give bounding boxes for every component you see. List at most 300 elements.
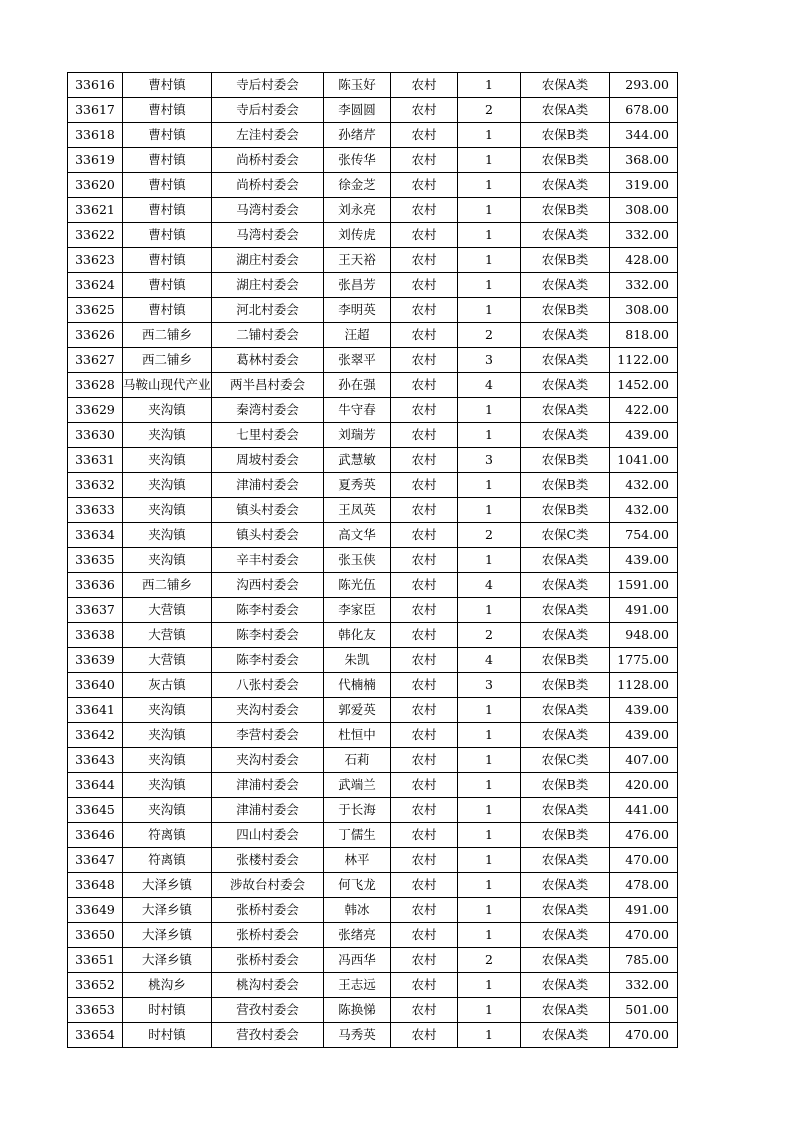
cell-id: 33630 (68, 423, 123, 448)
cell-area-type: 农村 (391, 1023, 458, 1048)
cell-count: 2 (458, 948, 521, 973)
cell-id: 33652 (68, 973, 123, 998)
cell-name: 韩冰 (324, 898, 391, 923)
cell-name: 牛守春 (324, 398, 391, 423)
cell-amount: 308.00 (610, 198, 678, 223)
cell-category: 农保B类 (521, 498, 610, 523)
cell-town: 曹村镇 (123, 198, 212, 223)
table-row (68, 123, 678, 148)
cell-count: 1 (458, 1023, 521, 1048)
cell-id: 33632 (68, 473, 123, 498)
table-row (68, 1023, 678, 1048)
cell-amount: 1128.00 (610, 673, 678, 698)
table-row (68, 498, 678, 523)
cell-town: 夹沟镇 (123, 398, 212, 423)
cell-area-type: 农村 (391, 423, 458, 448)
cell-count: 1 (458, 298, 521, 323)
cell-village: 沟西村委会 (212, 573, 324, 598)
cell-category: 农保A类 (521, 273, 610, 298)
cell-id: 33650 (68, 923, 123, 948)
cell-town: 夹沟镇 (123, 523, 212, 548)
cell-name: 林平 (324, 848, 391, 873)
cell-category: 农保C类 (521, 523, 610, 548)
cell-count: 1 (458, 123, 521, 148)
cell-town: 曹村镇 (123, 273, 212, 298)
table-row (68, 398, 678, 423)
cell-id: 33627 (68, 348, 123, 373)
cell-amount: 441.00 (610, 798, 678, 823)
cell-amount: 501.00 (610, 998, 678, 1023)
cell-amount: 439.00 (610, 548, 678, 573)
cell-id: 33641 (68, 698, 123, 723)
cell-category: 农保A类 (521, 98, 610, 123)
cell-name: 陈玉好 (324, 73, 391, 98)
cell-amount: 1591.00 (610, 573, 678, 598)
cell-area-type: 农村 (391, 98, 458, 123)
cell-name: 汪超 (324, 323, 391, 348)
table-row (68, 698, 678, 723)
table-row (68, 423, 678, 448)
table-row (68, 548, 678, 573)
cell-count: 1 (458, 248, 521, 273)
table-row (68, 573, 678, 598)
cell-id: 33623 (68, 248, 123, 273)
cell-count: 1 (458, 798, 521, 823)
cell-village: 湖庄村委会 (212, 248, 324, 273)
cell-category: 农保A类 (521, 923, 610, 948)
table-row (68, 323, 678, 348)
cell-category: 农保B类 (521, 648, 610, 673)
cell-amount: 478.00 (610, 873, 678, 898)
cell-town: 曹村镇 (123, 123, 212, 148)
cell-village: 津浦村委会 (212, 773, 324, 798)
cell-category: 农保B类 (521, 298, 610, 323)
cell-village: 张楼村委会 (212, 848, 324, 873)
table-row (68, 523, 678, 548)
cell-category: 农保B类 (521, 123, 610, 148)
cell-id: 33621 (68, 198, 123, 223)
cell-area-type: 农村 (391, 173, 458, 198)
table-row (68, 373, 678, 398)
cell-id: 33646 (68, 823, 123, 848)
cell-village: 陈李村委会 (212, 648, 324, 673)
table-row (68, 998, 678, 1023)
cell-name: 武慧敏 (324, 448, 391, 473)
cell-category: 农保A类 (521, 798, 610, 823)
cell-count: 1 (458, 473, 521, 498)
cell-town: 西二铺乡 (123, 573, 212, 598)
cell-name: 王凤英 (324, 498, 391, 523)
cell-name: 李明英 (324, 298, 391, 323)
cell-amount: 332.00 (610, 973, 678, 998)
cell-name: 刘瑞芳 (324, 423, 391, 448)
cell-area-type: 农村 (391, 223, 458, 248)
cell-village: 马湾村委会 (212, 223, 324, 248)
table-row (68, 673, 678, 698)
cell-name: 王天裕 (324, 248, 391, 273)
cell-category: 农保A类 (521, 373, 610, 398)
cell-count: 1 (458, 598, 521, 623)
cell-village: 镇头村委会 (212, 523, 324, 548)
cell-amount: 420.00 (610, 773, 678, 798)
cell-id: 33644 (68, 773, 123, 798)
cell-id: 33640 (68, 673, 123, 698)
cell-id: 33618 (68, 123, 123, 148)
cell-count: 3 (458, 348, 521, 373)
cell-area-type: 农村 (391, 948, 458, 973)
cell-count: 2 (458, 323, 521, 348)
cell-village: 营孜村委会 (212, 998, 324, 1023)
cell-id: 33616 (68, 73, 123, 98)
cell-area-type: 农村 (391, 73, 458, 98)
table-row (68, 798, 678, 823)
cell-area-type: 农村 (391, 898, 458, 923)
table-row (68, 223, 678, 248)
cell-village: 马湾村委会 (212, 198, 324, 223)
cell-name: 夏秀英 (324, 473, 391, 498)
cell-category: 农保A类 (521, 898, 610, 923)
cell-name: 孙在强 (324, 373, 391, 398)
cell-id: 33624 (68, 273, 123, 298)
cell-amount: 439.00 (610, 423, 678, 448)
cell-category: 农保A类 (521, 998, 610, 1023)
table-row (68, 473, 678, 498)
cell-name: 何飞龙 (324, 873, 391, 898)
cell-town: 时村镇 (123, 1023, 212, 1048)
cell-id: 33634 (68, 523, 123, 548)
cell-area-type: 农村 (391, 498, 458, 523)
cell-town: 桃沟乡 (123, 973, 212, 998)
cell-area-type: 农村 (391, 573, 458, 598)
cell-category: 农保A类 (521, 398, 610, 423)
cell-amount: 428.00 (610, 248, 678, 273)
cell-area-type: 农村 (391, 923, 458, 948)
cell-town: 大泽乡镇 (123, 948, 212, 973)
cell-village: 陈李村委会 (212, 598, 324, 623)
cell-id: 33633 (68, 498, 123, 523)
cell-village: 寺后村委会 (212, 73, 324, 98)
table-row (68, 73, 678, 98)
table-row (68, 873, 678, 898)
table-row (68, 973, 678, 998)
cell-count: 2 (458, 98, 521, 123)
cell-town: 曹村镇 (123, 98, 212, 123)
cell-area-type: 农村 (391, 473, 458, 498)
table-row (68, 273, 678, 298)
cell-name: 刘传虎 (324, 223, 391, 248)
records-table (67, 72, 678, 1048)
cell-category: 农保B类 (521, 773, 610, 798)
cell-id: 33642 (68, 723, 123, 748)
cell-id: 33622 (68, 223, 123, 248)
cell-amount: 293.00 (610, 73, 678, 98)
cell-id: 33619 (68, 148, 123, 173)
cell-id: 33654 (68, 1023, 123, 1048)
cell-town: 时村镇 (123, 998, 212, 1023)
cell-category: 农保B类 (521, 473, 610, 498)
table-row (68, 348, 678, 373)
cell-amount: 439.00 (610, 723, 678, 748)
cell-count: 1 (458, 923, 521, 948)
cell-name: 高文华 (324, 523, 391, 548)
cell-town: 大营镇 (123, 598, 212, 623)
cell-count: 4 (458, 648, 521, 673)
cell-name: 孙绪芹 (324, 123, 391, 148)
cell-category: 农保C类 (521, 748, 610, 773)
cell-id: 33645 (68, 798, 123, 823)
cell-id: 33648 (68, 873, 123, 898)
table-row (68, 823, 678, 848)
cell-count: 1 (458, 498, 521, 523)
cell-amount: 818.00 (610, 323, 678, 348)
cell-area-type: 农村 (391, 323, 458, 348)
cell-id: 33635 (68, 548, 123, 573)
cell-area-type: 农村 (391, 198, 458, 223)
cell-name: 张翠平 (324, 348, 391, 373)
table-row (68, 248, 678, 273)
table-row (68, 598, 678, 623)
cell-count: 3 (458, 673, 521, 698)
cell-category: 农保A类 (521, 223, 610, 248)
cell-count: 1 (458, 198, 521, 223)
cell-name: 张传华 (324, 148, 391, 173)
cell-village: 寺后村委会 (212, 98, 324, 123)
cell-name: 刘永亮 (324, 198, 391, 223)
cell-category: 农保A类 (521, 623, 610, 648)
table-row (68, 748, 678, 773)
cell-category: 农保B类 (521, 248, 610, 273)
cell-town: 西二铺乡 (123, 323, 212, 348)
table-row (68, 148, 678, 173)
cell-name: 陈光伍 (324, 573, 391, 598)
cell-town: 大营镇 (123, 623, 212, 648)
cell-category: 农保A类 (521, 548, 610, 573)
cell-id: 33638 (68, 623, 123, 648)
cell-town: 曹村镇 (123, 223, 212, 248)
cell-id: 33647 (68, 848, 123, 873)
cell-village: 夹沟村委会 (212, 698, 324, 723)
cell-category: 农保B类 (521, 673, 610, 698)
cell-category: 农保A类 (521, 1023, 610, 1048)
cell-village: 辛丰村委会 (212, 548, 324, 573)
cell-amount: 470.00 (610, 923, 678, 948)
cell-amount: 678.00 (610, 98, 678, 123)
records-table-body (68, 73, 678, 1048)
cell-town: 曹村镇 (123, 298, 212, 323)
cell-amount: 439.00 (610, 698, 678, 723)
cell-count: 1 (458, 848, 521, 873)
cell-name: 朱凯 (324, 648, 391, 673)
cell-area-type: 农村 (391, 798, 458, 823)
cell-area-type: 农村 (391, 348, 458, 373)
table-row (68, 198, 678, 223)
cell-town: 大泽乡镇 (123, 873, 212, 898)
cell-name: 张玉侠 (324, 548, 391, 573)
cell-id: 33628 (68, 373, 123, 398)
cell-count: 1 (458, 223, 521, 248)
cell-village: 张桥村委会 (212, 898, 324, 923)
cell-count: 4 (458, 373, 521, 398)
cell-count: 1 (458, 823, 521, 848)
cell-count: 1 (458, 723, 521, 748)
cell-amount: 432.00 (610, 498, 678, 523)
table-row (68, 173, 678, 198)
cell-category: 农保B类 (521, 148, 610, 173)
cell-count: 3 (458, 448, 521, 473)
cell-area-type: 农村 (391, 123, 458, 148)
cell-area-type: 农村 (391, 548, 458, 573)
cell-town: 夹沟镇 (123, 448, 212, 473)
cell-category: 农保A类 (521, 423, 610, 448)
cell-village: 二铺村委会 (212, 323, 324, 348)
cell-town: 大泽乡镇 (123, 923, 212, 948)
cell-area-type: 农村 (391, 748, 458, 773)
cell-village: 八张村委会 (212, 673, 324, 698)
cell-town: 夹沟镇 (123, 723, 212, 748)
cell-village: 葛林村委会 (212, 348, 324, 373)
cell-area-type: 农村 (391, 148, 458, 173)
cell-village: 周坡村委会 (212, 448, 324, 473)
cell-village: 营孜村委会 (212, 1023, 324, 1048)
cell-id: 33639 (68, 648, 123, 673)
cell-amount: 332.00 (610, 273, 678, 298)
cell-name: 王志远 (324, 973, 391, 998)
cell-category: 农保A类 (521, 873, 610, 898)
cell-amount: 407.00 (610, 748, 678, 773)
cell-amount: 308.00 (610, 298, 678, 323)
cell-village: 左洼村委会 (212, 123, 324, 148)
cell-amount: 319.00 (610, 173, 678, 198)
cell-amount: 344.00 (610, 123, 678, 148)
cell-count: 1 (458, 548, 521, 573)
cell-id: 33625 (68, 298, 123, 323)
cell-village: 李营村委会 (212, 723, 324, 748)
cell-count: 2 (458, 623, 521, 648)
table-row (68, 848, 678, 873)
cell-category: 农保A类 (521, 173, 610, 198)
cell-area-type: 农村 (391, 523, 458, 548)
cell-category: 农保B类 (521, 448, 610, 473)
cell-name: 张绪亮 (324, 923, 391, 948)
cell-town: 曹村镇 (123, 73, 212, 98)
cell-name: 杜恒中 (324, 723, 391, 748)
cell-area-type: 农村 (391, 623, 458, 648)
cell-area-type: 农村 (391, 698, 458, 723)
cell-town: 夹沟镇 (123, 423, 212, 448)
cell-village: 涉故台村委会 (212, 873, 324, 898)
cell-name: 张昌芳 (324, 273, 391, 298)
cell-name: 于长海 (324, 798, 391, 823)
cell-id: 33636 (68, 573, 123, 598)
cell-count: 1 (458, 423, 521, 448)
cell-count: 1 (458, 273, 521, 298)
cell-area-type: 农村 (391, 873, 458, 898)
cell-village: 津浦村委会 (212, 798, 324, 823)
cell-count: 1 (458, 873, 521, 898)
table-row (68, 923, 678, 948)
cell-village: 津浦村委会 (212, 473, 324, 498)
cell-category: 农保A类 (521, 323, 610, 348)
cell-count: 1 (458, 998, 521, 1023)
cell-id: 33626 (68, 323, 123, 348)
cell-id: 33653 (68, 998, 123, 1023)
cell-town: 灰古镇 (123, 673, 212, 698)
table-row (68, 448, 678, 473)
table-row (68, 98, 678, 123)
cell-name: 韩化友 (324, 623, 391, 648)
cell-village: 尚桥村委会 (212, 148, 324, 173)
cell-amount: 785.00 (610, 948, 678, 973)
cell-category: 农保A类 (521, 723, 610, 748)
cell-town: 夹沟镇 (123, 798, 212, 823)
cell-amount: 1122.00 (610, 348, 678, 373)
cell-id: 33643 (68, 748, 123, 773)
cell-category: 农保A类 (521, 973, 610, 998)
cell-area-type: 农村 (391, 298, 458, 323)
cell-category: 农保B类 (521, 823, 610, 848)
cell-area-type: 农村 (391, 998, 458, 1023)
cell-amount: 422.00 (610, 398, 678, 423)
cell-town: 夹沟镇 (123, 473, 212, 498)
cell-town: 大泽乡镇 (123, 898, 212, 923)
cell-village: 夹沟村委会 (212, 748, 324, 773)
cell-name: 代楠楠 (324, 673, 391, 698)
cell-town: 夹沟镇 (123, 748, 212, 773)
cell-village: 秦湾村委会 (212, 398, 324, 423)
cell-category: 农保A类 (521, 948, 610, 973)
cell-category: 农保A类 (521, 348, 610, 373)
cell-area-type: 农村 (391, 398, 458, 423)
cell-area-type: 农村 (391, 823, 458, 848)
cell-town: 马鞍山现代产业 (123, 373, 212, 398)
cell-amount: 1452.00 (610, 373, 678, 398)
cell-area-type: 农村 (391, 273, 458, 298)
cell-name: 李圆圆 (324, 98, 391, 123)
cell-town: 曹村镇 (123, 173, 212, 198)
cell-id: 33617 (68, 98, 123, 123)
cell-village: 陈李村委会 (212, 623, 324, 648)
cell-id: 33651 (68, 948, 123, 973)
cell-count: 1 (458, 973, 521, 998)
cell-village: 尚桥村委会 (212, 173, 324, 198)
cell-town: 大营镇 (123, 648, 212, 673)
cell-area-type: 农村 (391, 773, 458, 798)
cell-amount: 476.00 (610, 823, 678, 848)
cell-count: 1 (458, 148, 521, 173)
cell-amount: 1041.00 (610, 448, 678, 473)
cell-name: 武端兰 (324, 773, 391, 798)
cell-count: 1 (458, 173, 521, 198)
table-row (68, 948, 678, 973)
cell-town: 曹村镇 (123, 248, 212, 273)
cell-count: 1 (458, 698, 521, 723)
cell-name: 石莉 (324, 748, 391, 773)
cell-name: 冯西华 (324, 948, 391, 973)
cell-category: 农保A类 (521, 73, 610, 98)
cell-category: 农保A类 (521, 598, 610, 623)
cell-area-type: 农村 (391, 723, 458, 748)
cell-id: 33629 (68, 398, 123, 423)
table-row (68, 898, 678, 923)
cell-amount: 491.00 (610, 898, 678, 923)
cell-name: 丁儒生 (324, 823, 391, 848)
cell-name: 马秀英 (324, 1023, 391, 1048)
cell-amount: 1775.00 (610, 648, 678, 673)
table-row (68, 648, 678, 673)
cell-area-type: 农村 (391, 448, 458, 473)
table-row (68, 298, 678, 323)
cell-count: 4 (458, 573, 521, 598)
